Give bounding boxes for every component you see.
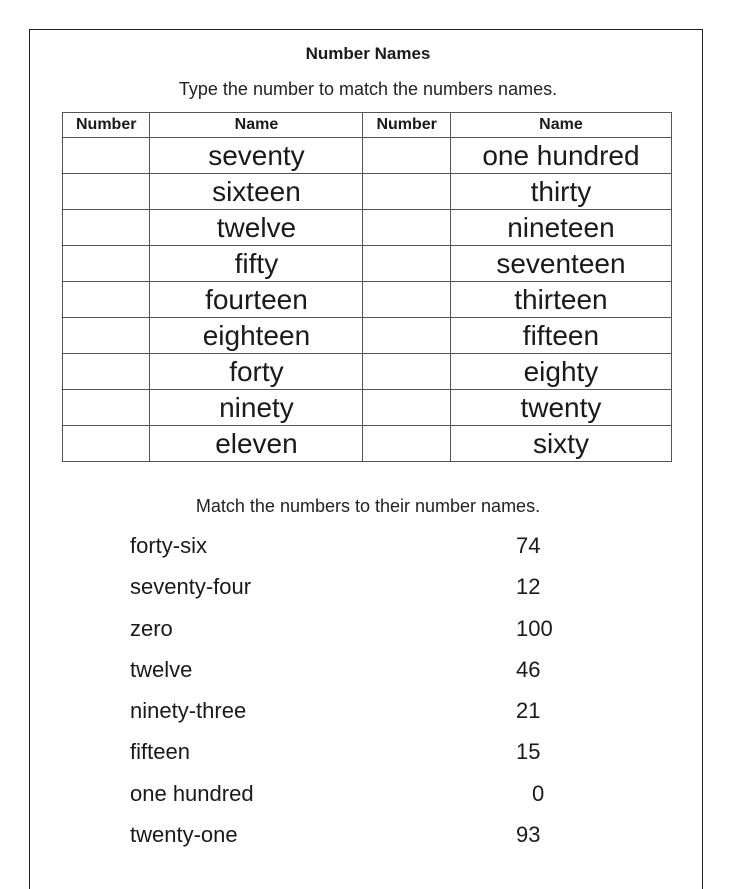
header-name-left: Name	[150, 113, 363, 138]
number-name-right: eighty	[450, 354, 671, 390]
number-name-left: twelve	[150, 210, 363, 246]
number-input-right[interactable]	[363, 210, 450, 246]
match-list	[130, 528, 590, 858]
number-input-left[interactable]	[63, 174, 150, 210]
match-word[interactable]: seventy-four	[130, 574, 252, 600]
table-row	[63, 426, 672, 462]
number-name-right: thirteen	[450, 282, 671, 318]
match-row	[130, 693, 590, 734]
number-name-right: twenty	[450, 390, 671, 426]
number-input-right[interactable]	[363, 318, 450, 354]
match-row	[130, 652, 590, 693]
number-name-right: sixty	[450, 426, 671, 462]
number-name-left: eleven	[150, 426, 363, 462]
table-row	[63, 174, 672, 210]
number-name-left: forty	[150, 354, 363, 390]
match-word[interactable]: twenty-one	[130, 822, 238, 848]
worksheet-title: Number Names	[305, 44, 431, 63]
table-row	[63, 318, 672, 354]
number-name-right: nineteen	[450, 210, 671, 246]
number-name-left: ninety	[150, 390, 363, 426]
number-name-right: seventeen	[450, 246, 671, 282]
number-name-right: fifteen	[450, 318, 671, 354]
table-row	[63, 354, 672, 390]
match-row	[130, 776, 590, 817]
table-row	[63, 246, 672, 282]
header-number-left: Number	[63, 113, 150, 138]
match-word[interactable]: one hundred	[130, 780, 254, 806]
number-input-left[interactable]	[63, 426, 150, 462]
match-row	[130, 817, 590, 858]
number-input-right[interactable]	[363, 354, 450, 390]
number-input-left[interactable]	[63, 246, 150, 282]
number-names-table	[62, 112, 672, 462]
match-number[interactable]: 12	[516, 574, 541, 600]
number-input-right[interactable]	[363, 282, 450, 318]
match-number[interactable]: 46	[516, 656, 541, 682]
table-header-row	[63, 113, 672, 138]
header-name-right: Name	[450, 113, 671, 138]
table-instruction: Type the number to match the numbers names.	[178, 79, 558, 99]
match-number[interactable]: 74	[516, 533, 541, 558]
number-name-left: eighteen	[150, 318, 363, 354]
number-input-left[interactable]	[63, 354, 150, 390]
number-name-left: seventy	[150, 138, 363, 174]
number-input-right[interactable]	[363, 246, 450, 282]
match-instruction: Match the numbers to their number names.	[195, 496, 541, 516]
number-input-left[interactable]	[63, 282, 150, 318]
number-input-right[interactable]	[363, 390, 450, 426]
match-row	[130, 528, 590, 569]
number-input-left[interactable]	[63, 210, 150, 246]
number-input-right[interactable]	[363, 426, 450, 462]
match-word[interactable]: twelve	[130, 656, 193, 682]
match-number[interactable]: 93	[516, 822, 541, 848]
number-input-right[interactable]	[363, 174, 450, 210]
match-row	[130, 734, 590, 775]
number-name-right: thirty	[450, 174, 671, 210]
match-row	[130, 569, 590, 610]
table-row	[63, 138, 672, 174]
table-row	[63, 390, 672, 426]
match-word[interactable]: ninety-three	[130, 698, 247, 724]
match-row	[130, 611, 590, 652]
table-row	[63, 210, 672, 246]
match-word[interactable]: fifteen	[130, 739, 190, 765]
table-row	[63, 282, 672, 318]
number-name-left: fourteen	[150, 282, 363, 318]
number-input-left[interactable]	[63, 138, 150, 174]
number-name-left: sixteen	[150, 174, 363, 210]
number-input-left[interactable]	[63, 390, 150, 426]
match-number[interactable]: 21	[516, 698, 541, 724]
number-input-left[interactable]	[63, 318, 150, 354]
match-word[interactable]: zero	[130, 615, 173, 641]
match-word[interactable]: forty-six	[130, 533, 207, 558]
number-name-left: fifty	[150, 246, 363, 282]
header-number-right: Number	[363, 113, 450, 138]
number-input-right[interactable]	[363, 138, 450, 174]
match-number[interactable]: 0	[532, 780, 545, 806]
number-name-right: one hundred	[450, 138, 671, 174]
match-number[interactable]: 100	[516, 615, 553, 641]
match-number[interactable]: 15	[516, 739, 541, 765]
